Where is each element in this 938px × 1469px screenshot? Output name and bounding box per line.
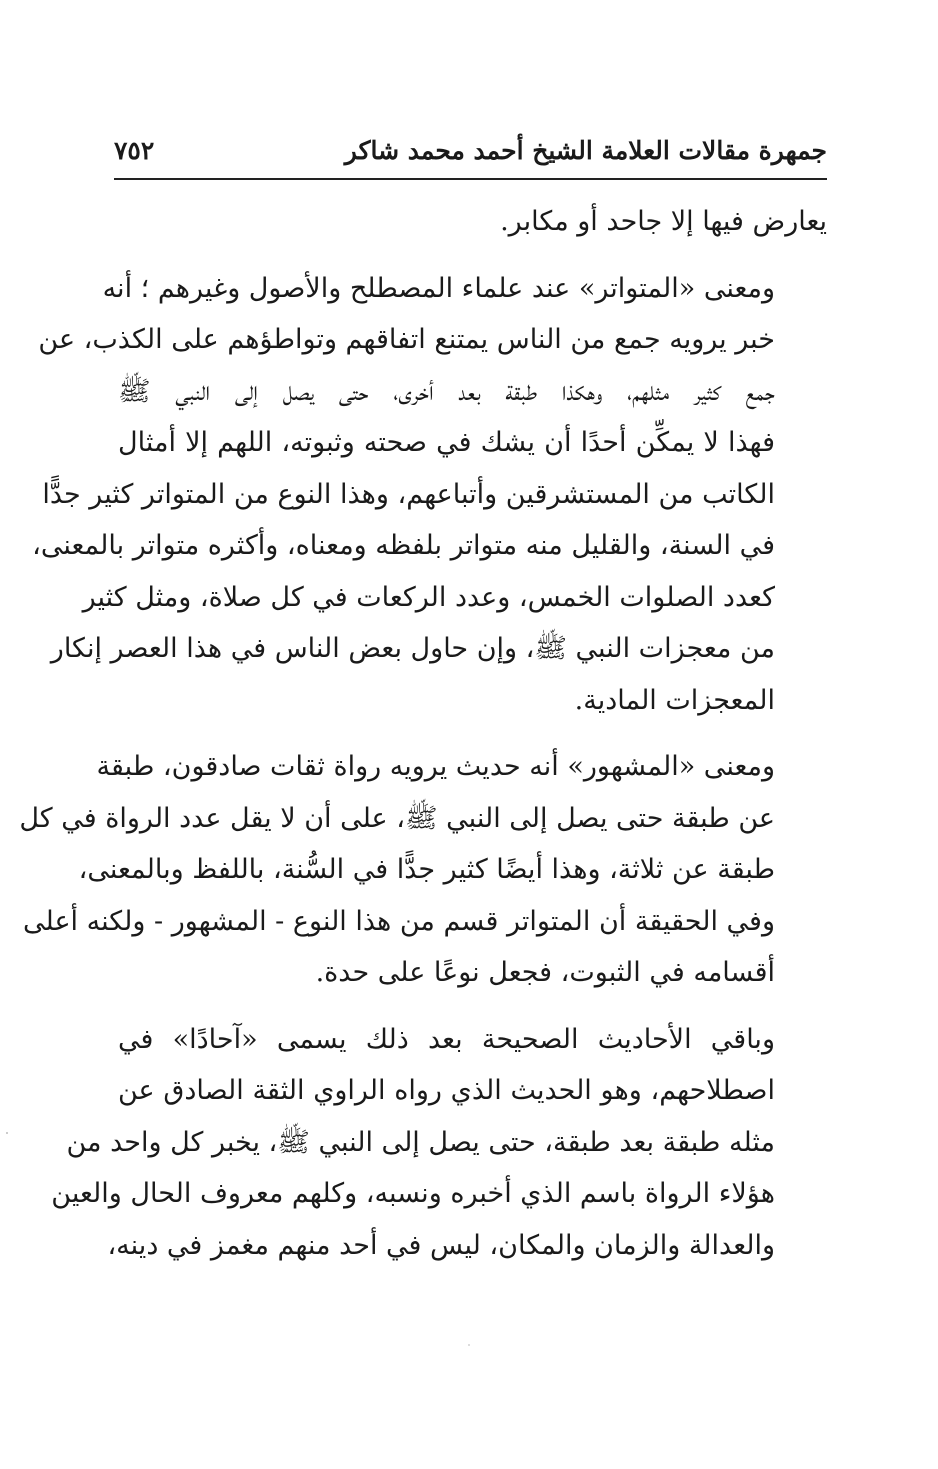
text-line: عن طبقة حتى يصل إلى النبي ﷺ، على أن لا يقل عدد الرواة في كل (19, 802, 775, 834)
scan-speck (468, 1344, 470, 1346)
text-line: هؤلاء الرواة باسم الذي أخبره ونسبه، وكلهم معروف الحال والعين (51, 1178, 775, 1209)
running-header (114, 128, 827, 168)
text-line: اصطلاحهم، وهو الحديث الذي رواه الراوي الثقة الصادق عن (118, 1075, 775, 1106)
text-line: الكاتب من المستشرقين وأتباعهم، وهذا النوع من المتواتر كثير جدًّا (42, 478, 775, 510)
text-line: وباقي الأحاديث الصحيحة بعد ذلك يسمى «آحادًا» في (118, 1023, 775, 1055)
text-line: والعدالة والزمان والمكان، ليس في أحد منهم مغمز في دينه، (107, 1229, 775, 1261)
text-line: خبر يرويه جمع من الناس يمتنع اتفاقهم وتواطؤهم على الكذب، عن (38, 324, 775, 355)
text-line: في السنة، والقليل منه متواتر بلفظه ومعناه، وأكثره متواتر بالمعنى، (32, 530, 775, 561)
paragraph-mutawatir (32, 263, 827, 727)
text-line: يعارض فيها إلا جاحد أو مكابر. (500, 206, 827, 237)
text-line: كعدد الصلوات الخمس، وعدد الركعات في كل صلاة، ومثل كثير (82, 581, 775, 613)
text-line: المعجزات المادية. (574, 684, 775, 716)
text-line: مثله طبقة بعد طبقة، حتى يصل إلى النبي ﷺ، يخبر كل واحد من (66, 1126, 775, 1158)
text-line: جمع كثير مثلهم، وهكذا طبقة بعد أخرى، حتى يصل إلى النبي ﷺ (118, 375, 775, 407)
text-line: وفي الحقيقة أن المتواتر قسم من هذا النوع - المشهور - ولكنه أعلى (23, 905, 775, 937)
running-title: جمهرة مقالات العلامة الشيخ أحمد محمد شاكر (344, 136, 827, 165)
header-rule (114, 178, 827, 180)
scan-speck (6, 1132, 8, 1134)
paragraph-1 (118, 196, 827, 248)
text-line: من معجزات النبي ﷺ، وإن حاول بعض الناس في هذا العصر إنكار (50, 633, 775, 664)
page-number: ٧٥٢ (114, 136, 155, 165)
text-line: فهذا لا يمكِّن أحدًا أن يشك في صحته وثبوته، اللهم إلا أمثال (118, 427, 775, 458)
text-line: ومعنى «المشهور» أنه حديث يرويه رواة ثقات صادقون، طبقة (96, 751, 775, 782)
paragraph-ahad (51, 1014, 827, 1272)
text-line: أقسامه في الثبوت، فجعل نوعًا على حدة. (315, 957, 775, 988)
paragraph-mashhur (19, 741, 827, 999)
text-line: طبقة عن ثلاثة، وهذا أيضًا كثير جدًّا في السُّنة، باللفظ وبالمعنى، (78, 854, 775, 885)
text-line: ومعنى «المتواتر» عند علماء المصطلح والأصول وغيرهم ؛ أنه (102, 272, 775, 304)
body-text (19, 196, 827, 1286)
